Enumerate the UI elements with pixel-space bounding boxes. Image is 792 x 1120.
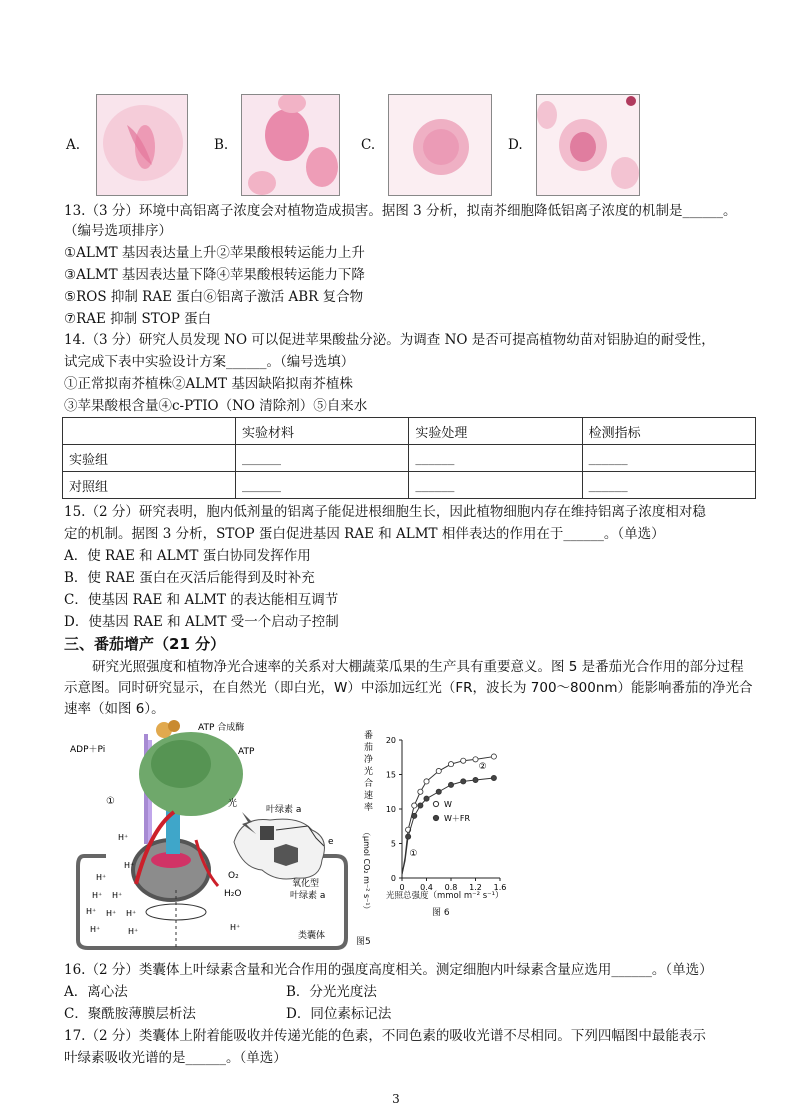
- y-tick-label: 10: [385, 805, 396, 814]
- q15-option: A．使 RAE 和 ALMT 蛋白协同发挥作用: [64, 548, 311, 564]
- y-tick-label: 20: [385, 736, 396, 745]
- proton-label: H⁺: [128, 927, 139, 936]
- section-intro: 研究光照强度和植物净光合速率的关系对大棚蔬菜瓜果的生产具有重要意义。图 5 是番茄光合作用的部分过程示意图。同时研究显示，在自然光（即白光，W）中添加远红光（FR，波长为 700～800nm）能影响番茄的净光合速率（如图 6）。: [64, 659, 753, 717]
- oxidized-label: 氧化型: [292, 879, 320, 889]
- legend-marker: [433, 801, 438, 806]
- micrograph-b: [241, 94, 340, 196]
- data-point: [436, 768, 441, 773]
- x-tick-label: 0.4: [420, 883, 433, 892]
- y-tick-label: 5: [390, 839, 396, 849]
- q17-stem-cont: 叶绿素吸收光谱的是______。（单选）: [64, 1050, 287, 1066]
- q15-option: D．使基因 RAE 和 ALMT 受一个启动子控制: [64, 614, 339, 630]
- q16-option-b: B．分光光度法: [286, 984, 377, 1000]
- table-cell: 对照组: [63, 472, 236, 499]
- data-point: [473, 757, 478, 762]
- proton-label: H⁺: [230, 923, 241, 932]
- data-point: [418, 789, 423, 794]
- atp-label: ATP: [238, 747, 255, 757]
- data-point: [448, 782, 453, 787]
- data-point: [436, 789, 441, 794]
- table-cell: ______: [236, 472, 409, 499]
- micrograph-a: [96, 94, 188, 196]
- figure-6-caption: 图 6: [432, 908, 450, 918]
- thylakoid-label: 类囊体: [298, 931, 326, 941]
- option-b-label: B.: [214, 137, 229, 153]
- q13-option-line: ⑤ROS 抑制 RAE 蛋白⑥铝离子激活 ABR 复合物: [64, 289, 364, 305]
- adp-label: ADP＋Pi: [70, 745, 106, 755]
- table-cell: ______: [582, 472, 755, 499]
- h2o-label: H₂O: [224, 889, 242, 899]
- x-tick-label: 1.6: [493, 883, 507, 892]
- q14-stem: 14.（3 分）研究人员发现 NO 可以促进苹果酸盐分泌。为调查 NO 是否可提高植物幼苗对铝胁迫的耐受性，: [64, 332, 715, 348]
- data-point: [412, 803, 417, 808]
- legend-marker: [433, 815, 438, 820]
- figure-5-diagram: [66, 720, 376, 952]
- proton-label: H⁺: [96, 873, 107, 882]
- circle-1-label: ①: [106, 796, 115, 807]
- electron-label: e: [328, 837, 334, 847]
- q13-option-line: ⑦RAE 抑制 STOP 蛋白: [64, 311, 212, 327]
- q14-option-line: ③苹果酸根含量④c-PTIO（NO 清除剂）⑤自来水: [64, 398, 368, 414]
- y-axis-label-line: 番: [364, 731, 374, 741]
- series-line: [402, 778, 494, 875]
- atp-synthase-label: ATP 合成酶: [198, 723, 245, 733]
- light-label: 光: [228, 799, 238, 809]
- q15-option: B．使 RAE 蛋白在灭活后能得到及时补充: [64, 570, 315, 586]
- table-header-cell: [63, 418, 236, 445]
- option-a-label: A.: [66, 137, 81, 153]
- proton-label: H⁺: [126, 909, 137, 918]
- table-header-cell: 实验材料: [236, 418, 409, 445]
- q16-option-d: D．同位素标记法: [286, 1006, 392, 1022]
- y-axis-unit: （μmol CO₂ m⁻² s⁻¹）: [362, 828, 371, 914]
- proton-label: H⁺: [118, 833, 129, 842]
- data-point: [412, 813, 417, 818]
- q15-option: C．使基因 RAE 和 ALMT 的表达能相互调节: [64, 592, 339, 608]
- section-title: 三、番茄增产（21 分）: [64, 635, 226, 653]
- micrograph-d: [536, 94, 640, 196]
- o2-label: O₂: [228, 871, 239, 881]
- y-tick-label: 0: [390, 874, 396, 883]
- q13-option-line: ①ALMT 基因表达量上升②苹果酸根转运能力上升: [64, 245, 365, 261]
- table-cell: ______: [409, 445, 582, 472]
- q15-stem-cont: 定的机制。据图 3 分析，STOP 蛋白促进基因 RAE 和 ALMT 相伴表达的作用在于______。（单选）: [64, 526, 665, 542]
- curve-label: ①: [409, 848, 418, 859]
- q14-option-line: ①正常拟南芥植株②ALMT 基因缺陷拟南芥植株: [64, 376, 353, 392]
- data-point: [461, 779, 466, 784]
- curve-label: ②: [478, 761, 487, 772]
- x-tick-label: 0.8: [444, 883, 458, 892]
- data-point: [424, 779, 429, 784]
- y-axis-label-line: 净: [364, 755, 374, 765]
- legend-label: W: [444, 800, 452, 809]
- data-point: [473, 777, 478, 782]
- page-number: 3: [392, 1092, 400, 1106]
- table-header-row: [63, 418, 756, 445]
- q14-stem-cont: 试完成下表中实验设计方案______。（编号选填）: [64, 354, 355, 370]
- proton-label: H⁺: [86, 907, 97, 916]
- y-axis-label-line: 茄: [364, 743, 374, 753]
- x-axis-label: 光照总强度（mmol m⁻² s⁻¹）: [386, 891, 504, 901]
- table-cell: 实验组: [63, 445, 236, 472]
- y-axis-label-line: 光: [364, 767, 374, 777]
- data-point: [461, 758, 466, 763]
- table-row: [63, 445, 756, 472]
- data-point: [424, 796, 429, 801]
- q13-stem: 13.（3 分）环境中高铝离子浓度会对植物造成损害。据图 3 分析，拟南芥细胞降低铝离子浓度的机制是______。: [64, 203, 737, 219]
- y-axis-label-line: 速: [364, 791, 374, 801]
- table-cell: ______: [236, 445, 409, 472]
- table-row: [63, 472, 756, 499]
- q16-stem: 16.（2 分）类囊体上叶绿素含量和光合作用的强度高度相关。测定细胞内叶绿素含量应选用______。（单选）: [64, 962, 713, 978]
- legend-label: W＋FR: [444, 814, 471, 823]
- table-cell: ______: [409, 472, 582, 499]
- micrograph-c: [388, 94, 492, 196]
- q17-stem: 17.（2 分）类囊体上附着能吸收并传递光能的色素，不同色素的吸收光谱不尽相同。下列四幅图中最能表示: [64, 1028, 706, 1044]
- proton-label: H⁺: [124, 861, 135, 870]
- x-tick-label: 0: [399, 883, 405, 892]
- data-point: [418, 803, 423, 808]
- y-axis-label-line: 率: [364, 803, 374, 813]
- proton-label: H⁺: [92, 891, 103, 900]
- oxidized-chlorophyll-label: 叶绿素 a: [290, 891, 326, 901]
- table-header-cell: 实验处理: [409, 418, 582, 445]
- data-point: [406, 834, 411, 839]
- q15-stem: 15.（2 分）研究表明，胞内低剂量的铝离子能促进根细胞生长，因此植物细胞内存在维持铝离子浓度相对稳: [64, 504, 706, 520]
- chlorophyll-a-label: 叶绿素 a: [266, 805, 302, 815]
- option-d-label: D.: [508, 137, 523, 153]
- proton-label: H⁺: [90, 925, 101, 934]
- data-point: [448, 762, 453, 767]
- table-cell: ______: [582, 445, 755, 472]
- y-axis-label-line: 合: [364, 779, 374, 789]
- q16-option-c: C．聚酰胺薄膜层析法: [64, 1006, 196, 1022]
- y-tick-label: 15: [385, 770, 396, 780]
- experiment-design-table: [62, 417, 756, 499]
- x-tick-label: 1.2: [469, 883, 482, 892]
- proton-label: H⁺: [106, 909, 117, 918]
- figure-5-caption: 图5: [356, 937, 371, 947]
- table-header-cell: 检测指标: [582, 418, 755, 445]
- q16-option-a: A．离心法: [64, 984, 128, 1000]
- data-point: [491, 754, 496, 759]
- q13-note: （编号选项排序）: [64, 223, 172, 239]
- proton-label: H⁺: [112, 891, 123, 900]
- data-point: [491, 775, 496, 780]
- option-c-label: C.: [361, 137, 376, 153]
- q13-option-line: ③ALMT 基因表达量下降④苹果酸根转运能力下降: [64, 267, 365, 283]
